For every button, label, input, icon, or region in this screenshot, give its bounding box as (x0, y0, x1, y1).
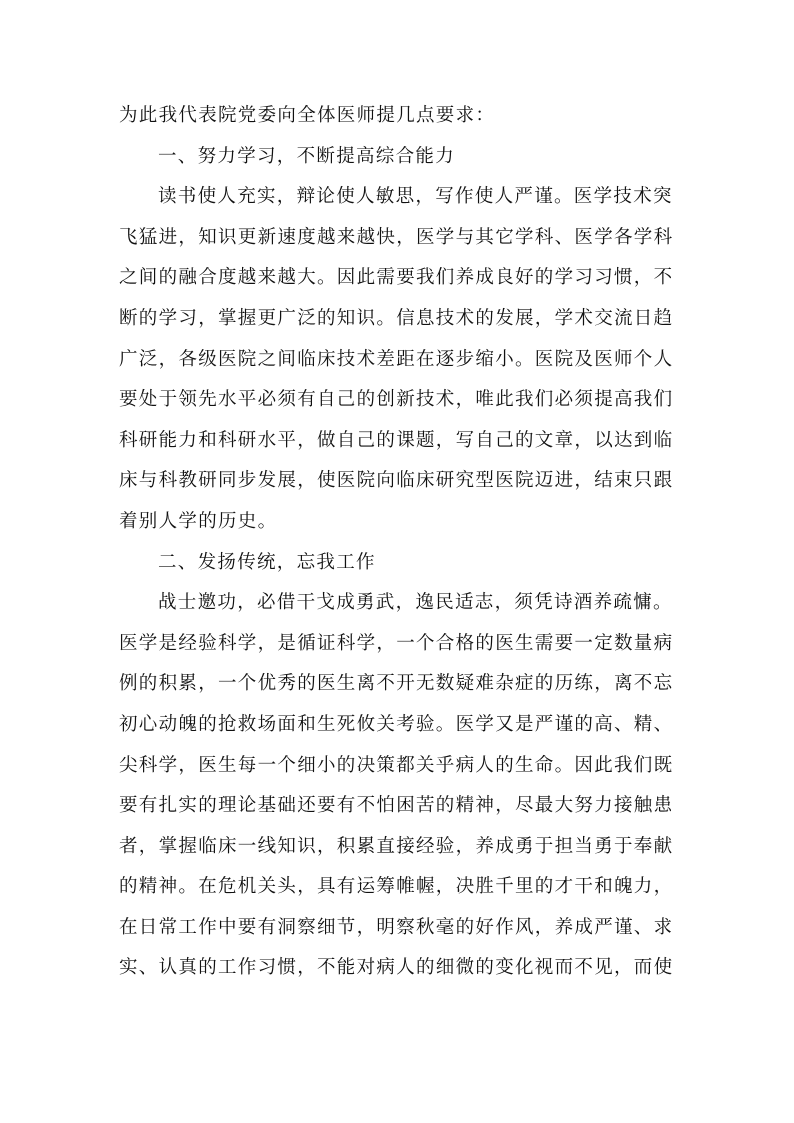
text-line: 初心动魄的抢救场面和生死攸关考验。医学又是严谨的高、精、 (119, 713, 674, 735)
section-heading-2: 二、发扬传统，忘我工作 (158, 551, 376, 573)
text-line: 科研能力和科研水平，做自己的课题，写自己的文章，以达到临 (119, 429, 674, 451)
text-line: 医学是经验科学，是循证科学，一个合格的医生需要一定数量病 (119, 632, 674, 654)
text-line: 要有扎实的理论基础还要有不怕困苦的精神，尽最大努力接触患 (119, 795, 674, 817)
text-line: 者，掌握临床一线知识，积累直接经验，养成勇于担当勇于奉献 (119, 835, 674, 857)
text-line: 要处于领先水平必须有自己的创新技术，唯此我们必须提高我们 (119, 389, 674, 411)
text-line: 之间的融合度越来越大。因此需要我们养成良好的学习习惯，不 (119, 267, 674, 289)
text-line: 读书使人充实，辩论使人敏思，写作使人严谨。医学技术突 (158, 186, 673, 208)
text-line: 广泛，各级医院之间临床技术差距在逐步缩小。医院及医师个人 (119, 348, 674, 370)
text-line: 飞猛进，知识更新速度越来越快，医学与其它学科、医学各学科 (119, 226, 674, 248)
text-line: 在日常工作中要有洞察细节，明察秋毫的好作风，养成严谨、求 (119, 916, 674, 938)
text-line: 断的学习，掌握更广泛的知识。信息技术的发展，学术交流日趋 (119, 307, 674, 329)
text-line: 战士邀功，必借干戈成勇武，逸民适志，须凭诗酒养疏慵。 (158, 592, 673, 614)
text-line: 着别人学的历史。 (119, 510, 278, 532)
text-line: 的精神。在危机关头，具有运筹帷幄，决胜千里的才干和魄力， (119, 876, 674, 898)
text-line: 为此我代表院党委向全体医师提几点要求： (119, 105, 496, 126)
section-heading-1: 一、努力学习，不断提高综合能力 (158, 145, 456, 167)
text-line: 例的积累，一个优秀的医生离不开无数疑难杂症的历练，离不忘 (119, 673, 674, 695)
text-line: 实、认真的工作习惯，不能对病人的细微的变化视而不见，而使 (119, 957, 674, 979)
text-line: 床与科教研同步发展，使医院向临床研究型医院迈进，结束只跟 (119, 470, 674, 492)
document-body (119, 96, 685, 989)
text-line: 尖科学，医生每一个细小的决策都关乎病人的生命。因此我们既 (119, 754, 674, 776)
